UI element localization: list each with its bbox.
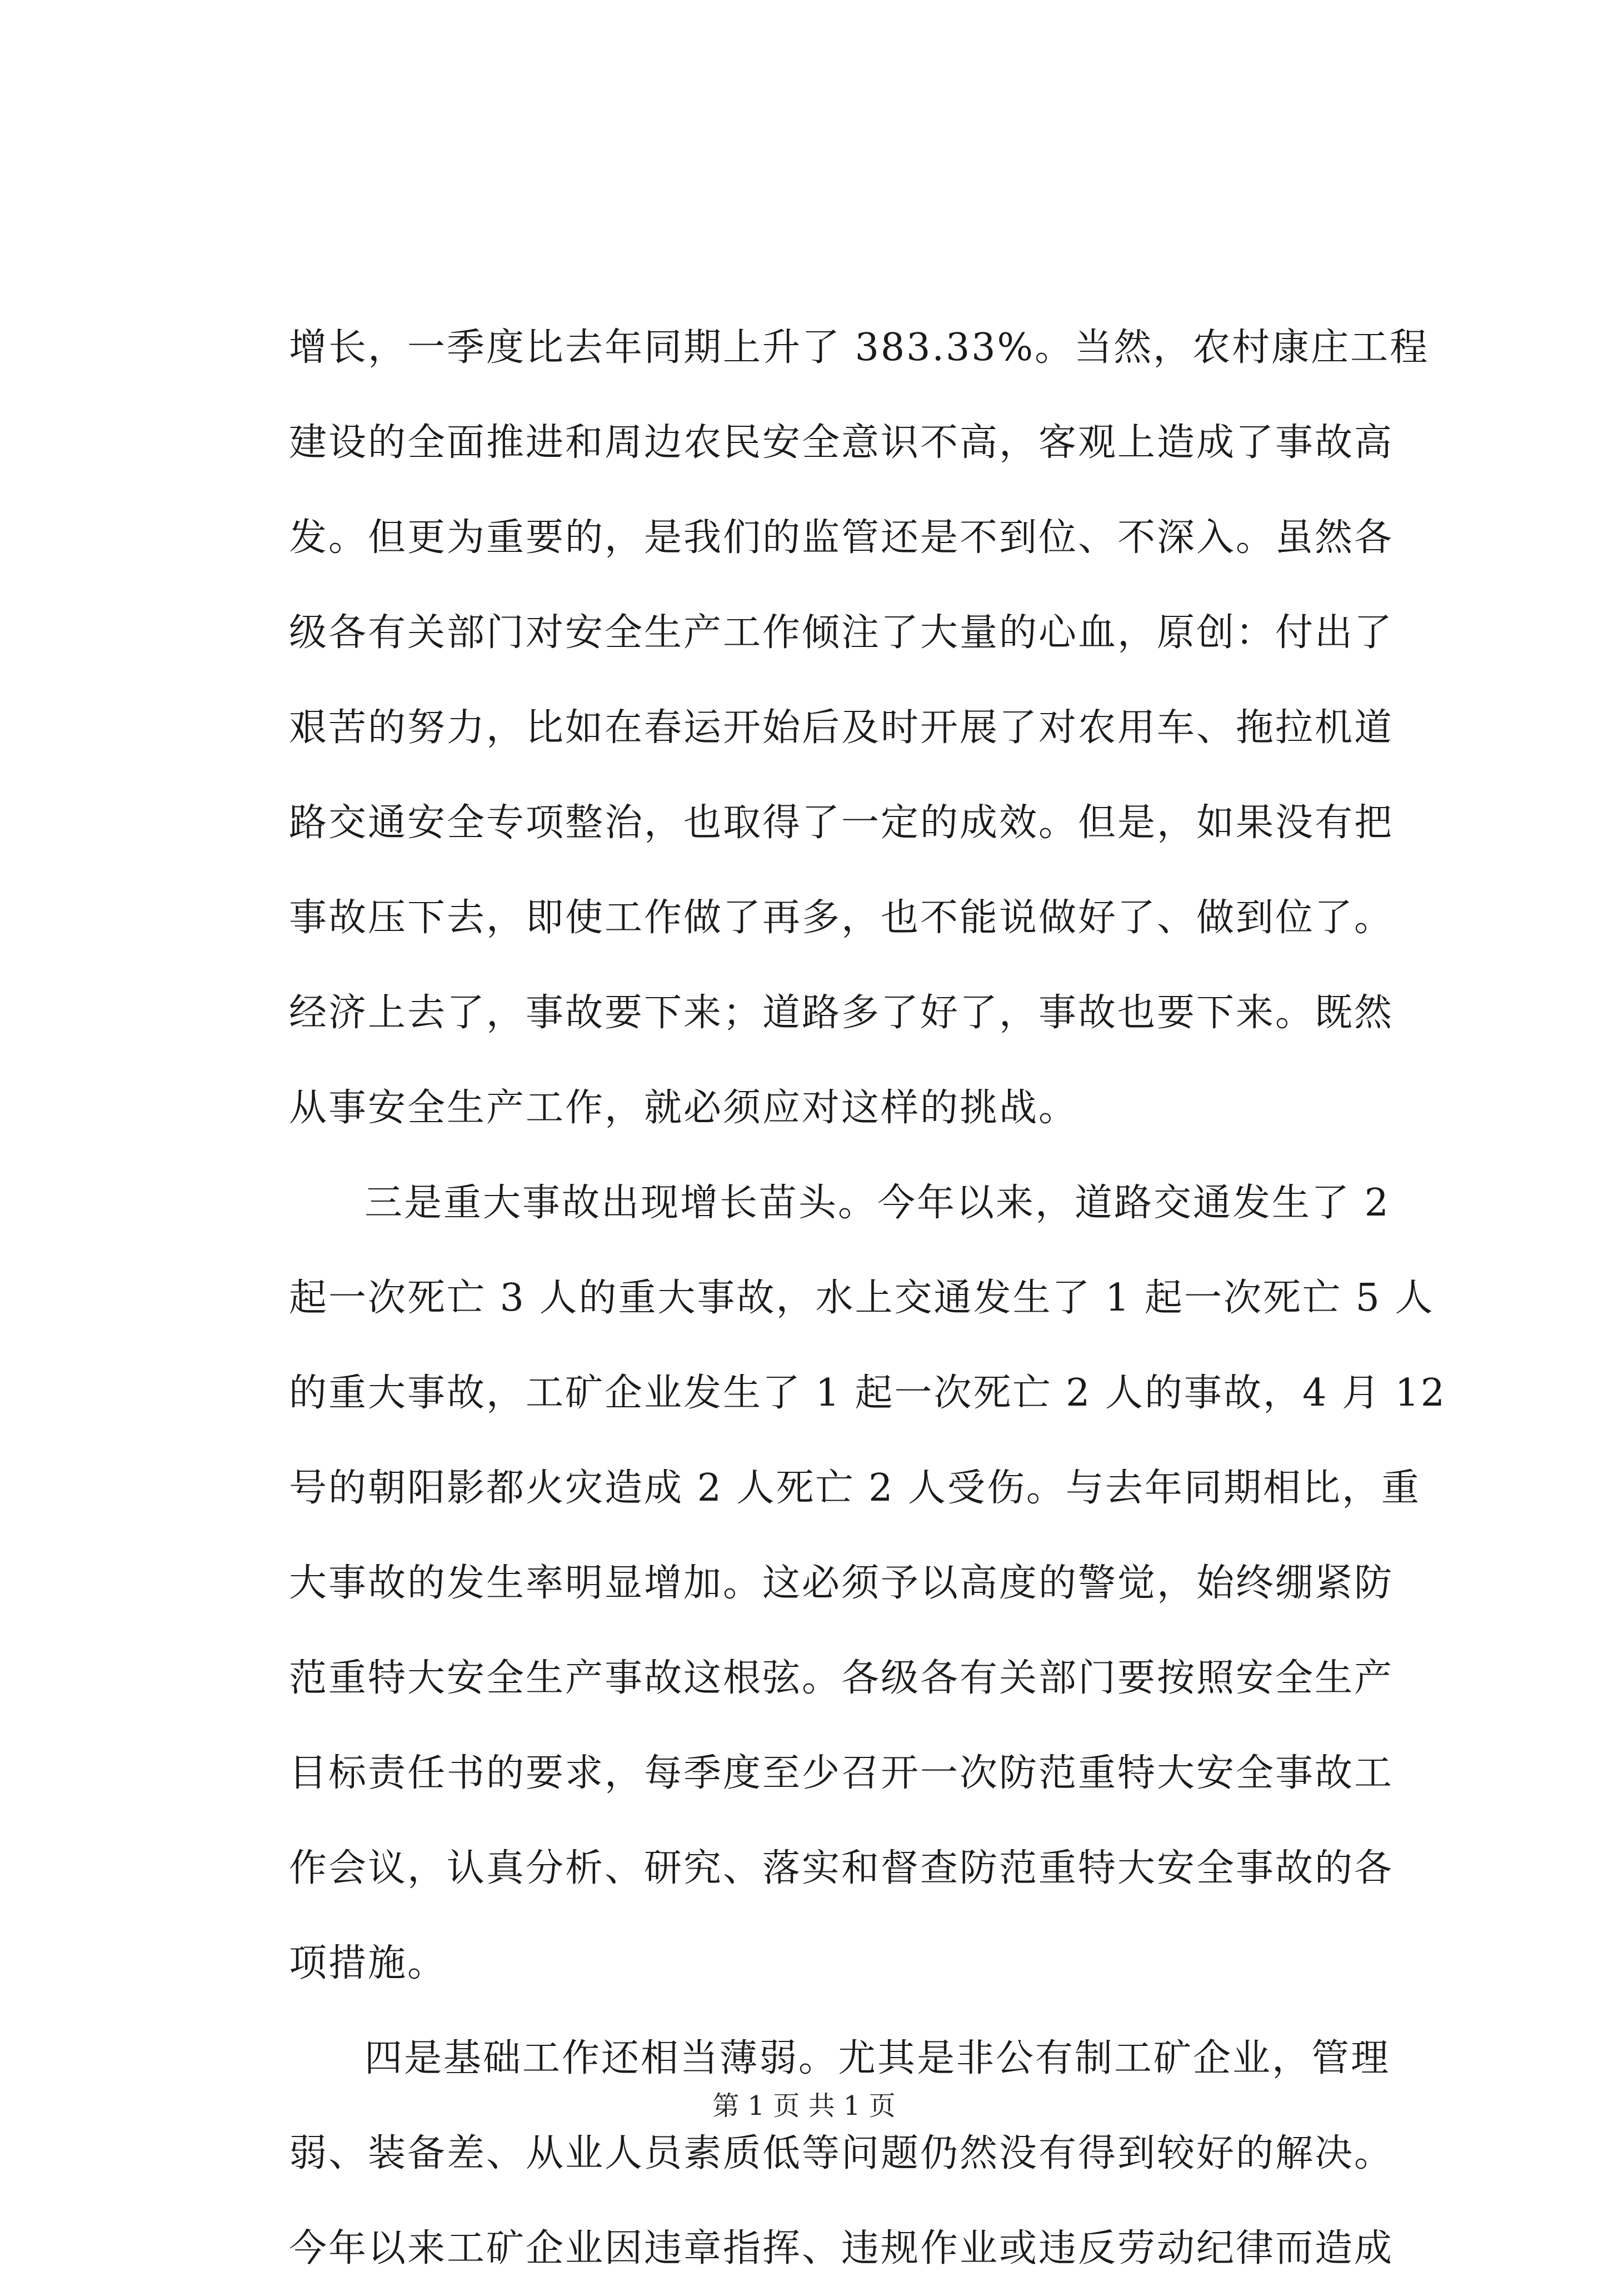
text-line: 增长，一季度比去年同期上升了 383.33%。当然，农村康庄工程 [289, 326, 1430, 370]
text-line: 艰苦的努力，比如在春运开始后及时开展了对农用车、拖拉机道 [289, 706, 1394, 750]
text-line: 事故压下去，即使工作做了再多，也不能说做好了、做到位了。 [289, 896, 1394, 940]
paragraph-start-line: 三是重大事故出现增长苗头。今年以来，道路交通发生了 2 [364, 1181, 1390, 1225]
text-line: 发。但更为重要的，是我们的监管还是不到位、不深入。虽然各 [289, 516, 1394, 560]
document-body [289, 300, 1447, 2296]
text-line: 级各有关部门对安全生产工作倾注了大量的心血，原创：付出了 [289, 611, 1394, 655]
text-line: 范重特大安全生产事故这根弦。各级各有关部门要按照安全生产 [289, 1656, 1394, 1700]
text-line: 今年以来工矿企业因违章指挥、违规作业或违反劳动纪律而造成 [289, 2227, 1394, 2270]
text-line: 从事安全生产工作，就必须应对这样的挑战。 [289, 1086, 1078, 1130]
text-line: 项措施。 [289, 1941, 447, 1985]
text-line: 作会议，认真分析、研究、落实和督查防范重特大安全事故的各 [289, 1846, 1394, 1890]
text-line: 经济上去了，事故要下来；道路多了好了，事故也要下来。既然 [289, 991, 1394, 1035]
text-line: 路交通安全专项整治，也取得了一定的成效。但是，如果没有把 [289, 801, 1394, 845]
text-line: 大事故的发生率明显增加。这必须予以高度的警觉，始终绷紧防 [289, 1561, 1394, 1605]
text-line: 弱、装备差、从业人员素质低等问题仍然没有得到较好的解决。 [289, 2131, 1394, 2175]
text-line: 号的朝阳影都火灾造成 2 人死亡 2 人受伤。与去年同期相比，重 [289, 1466, 1421, 1510]
page-number-label: 第 1 页 共 1 页 [712, 2090, 896, 2121]
paragraph-start-line: 四是基础工作还相当薄弱。尤其是非公有制工矿企业，管理 [364, 2036, 1391, 2080]
text-line: 起一次死亡 3 人的重大事故，水上交通发生了 1 起一次死亡 5 人 [289, 1276, 1435, 1320]
page-footer [0, 2084, 1608, 2123]
text-line: 的重大事故，工矿企业发生了 1 起一次死亡 2 人的事故，4 月 12 [289, 1371, 1447, 1415]
text-line: 目标责任书的要求，每季度至少召开一次防范重特大安全事故工 [289, 1751, 1394, 1795]
text-line: 建设的全面推进和周边农民安全意识不高，客观上造成了事故高 [289, 421, 1394, 465]
